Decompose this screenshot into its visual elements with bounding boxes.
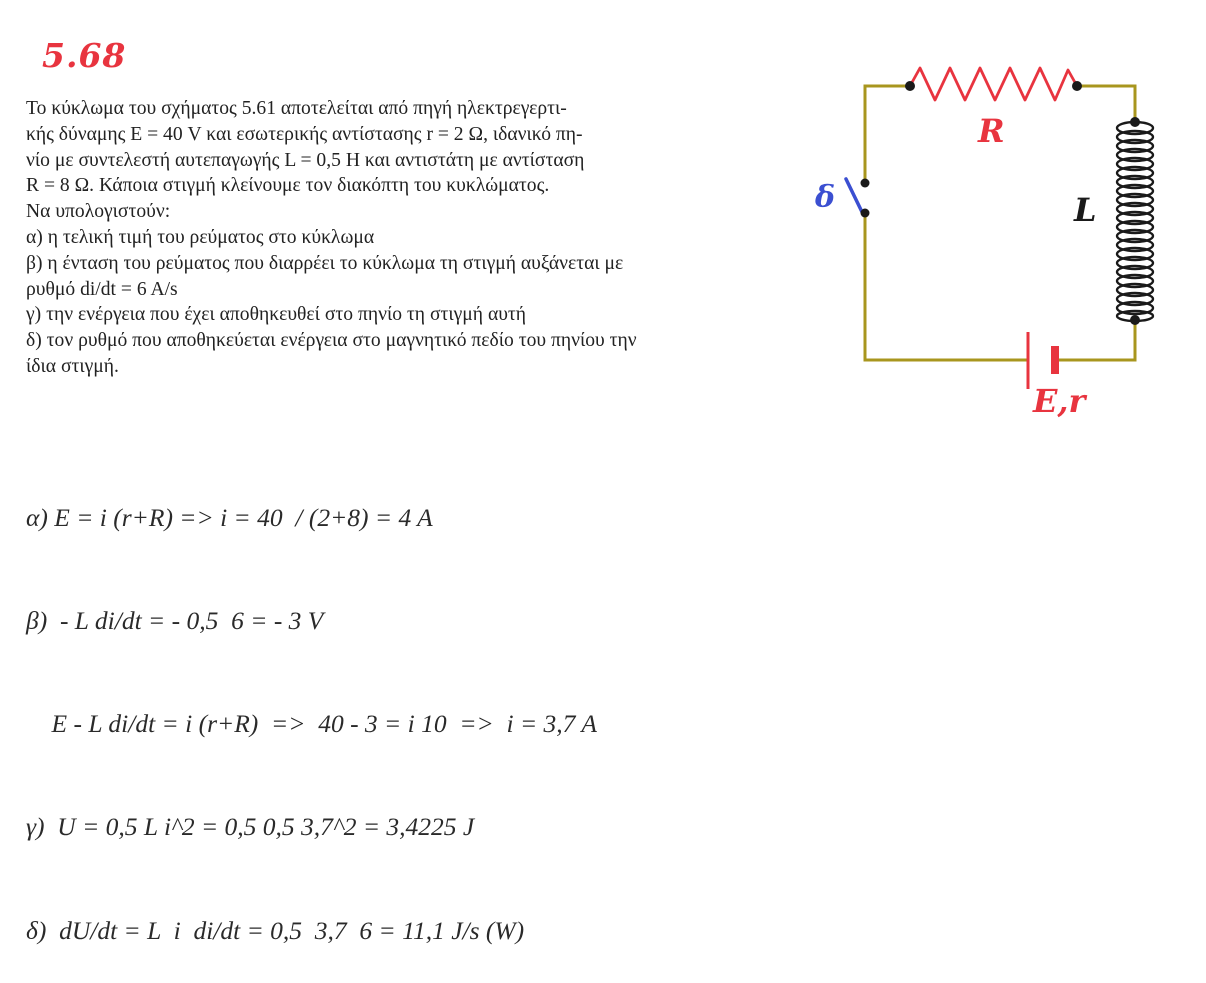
- question-a: α) η τελική τιμή του ρεύματος στο κύκλωμα: [26, 226, 375, 248]
- resistor-terminal: [1072, 81, 1082, 91]
- solution-b: β) - L di/dt = - 0,5 6 = - 3 V: [26, 606, 324, 636]
- problem-number: 5.68: [42, 36, 127, 75]
- problem-line: Το κύκλωμα του σχήματος 5.61 αποτελείται από πηγή ηλεκτρεγερτι-: [26, 98, 567, 119]
- problem-line: Να υπολογιστούν:: [26, 201, 171, 223]
- inductor-terminal: [1130, 117, 1140, 127]
- switch-terminal: [861, 209, 870, 218]
- circuit-diagram: [800, 50, 1206, 430]
- resistor-label: R: [978, 112, 1005, 150]
- solution-d: δ) dU/dt = L i di/dt = 0,5 3,7 6 = 11,1 J/s (W): [26, 915, 525, 945]
- solution-b-cont: E - L di/dt = i (r+R) => 40 - 3 = i 10 => i = 3,7 A: [26, 709, 597, 739]
- source-label: E,r: [1033, 382, 1086, 420]
- problem-line: R = 8 Ω. Κάποια στιγμή κλείνουμε τον διακόπτη του κυκλώματος.: [26, 175, 550, 197]
- resistor-terminal: [905, 81, 915, 91]
- question-b-cont: ρυθμό di/dt = 6 A/s: [26, 278, 178, 300]
- inductor-label: L: [1074, 191, 1097, 229]
- problem-line: κής δύναμης Ε = 40 V και εσωτερικής αντίστασης r = 2 Ω, ιδανικό πη-: [26, 123, 583, 145]
- switch-lever: [846, 179, 862, 212]
- switch-label: δ: [815, 180, 836, 215]
- solution-a: α) E = i (r+R) => i = 40 / (2+8) = 4 A: [26, 502, 433, 532]
- solution-c: γ) U = 0,5 L i^2 = 0,5 0,5 3,7^2 = 3,4225 J: [26, 812, 475, 842]
- inductor-terminal: [1130, 315, 1140, 325]
- question-d: δ) τον ρυθμό που αποθηκεύεται ενέργεια στο μαγνητικό πεδίο του πηνίου την: [26, 330, 637, 352]
- question-c: γ) την ενέργεια που έχει αποθηκευθεί στο πηνίο τη στιγμή αυτή: [26, 304, 527, 326]
- problem-line: νίο με συντελεστή αυτεπαγωγής L = 0,5 H και αντιστάτη με αντίσταση: [26, 149, 585, 171]
- inductor-symbol: [1117, 122, 1153, 321]
- question-d-cont: ίδια στιγμή.: [26, 355, 119, 377]
- switch-terminal: [861, 179, 870, 188]
- resistor-symbol: [910, 68, 1077, 100]
- question-b: β) η ένταση του ρεύματος που διαρρέει το κύκλωμα τη στιγμή αυξάνεται με: [26, 252, 624, 274]
- solution: [26, 432, 597, 983]
- problem-statement: [26, 96, 861, 380]
